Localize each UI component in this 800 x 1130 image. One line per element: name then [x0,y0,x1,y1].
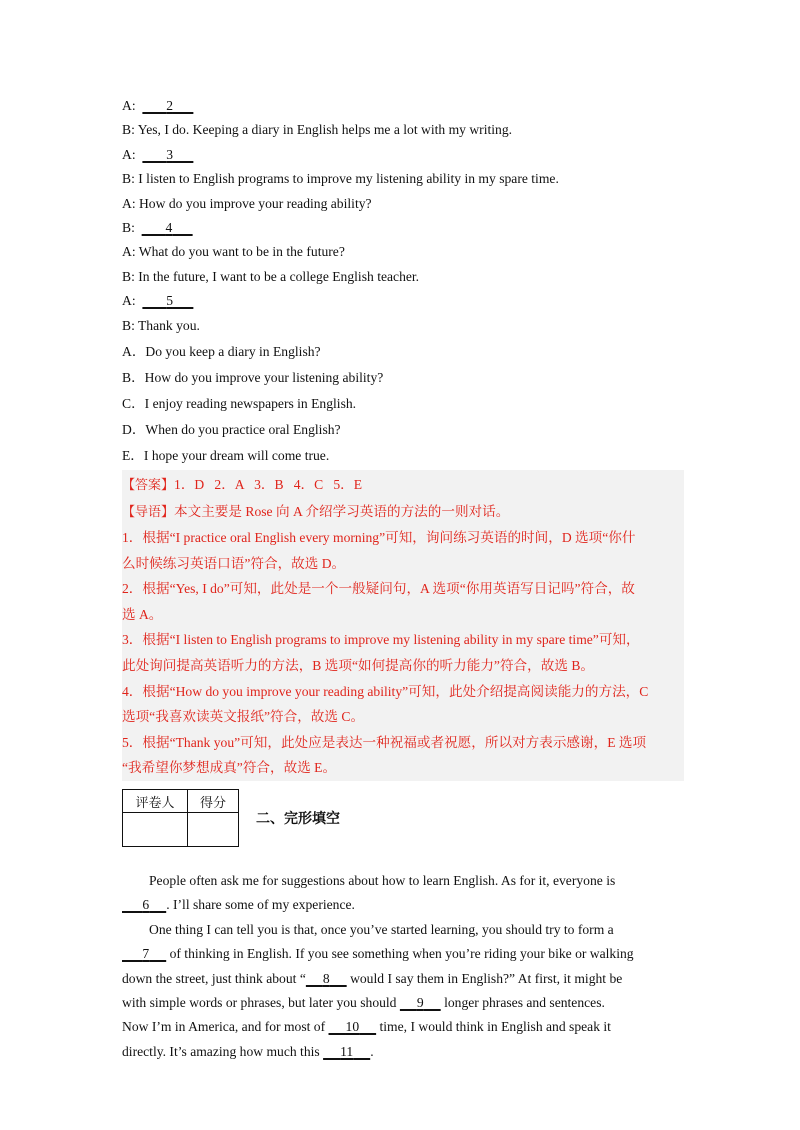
blank-11[interactable]: 11 [340,1043,354,1059]
passage-line: down the street, just think about “ 8 would I say them in English?” At first, it might be [122,967,682,991]
passage-line: People often ask me for suggestions about how to learn English. As for it, everyone is [149,873,616,889]
blank-10[interactable]: 10 [345,1019,360,1035]
explanation-4b: 选项“我喜欢读英文报纸”符合，故选 C。 [122,709,365,725]
blank-2[interactable]: 2 [166,98,173,113]
explanation-5a: 5．根据“Thank you”可知，此处应是表达一种祝福或者祝愿，所以对方表示感谢，E 选项 [122,734,647,750]
blank-7[interactable]: 7 [142,946,150,962]
dialogue-line: B: Yes, I do. Keeping a diary in English helps me a lot with my writing. [122,122,513,138]
document-page [122,94,682,1064]
option-item: D．When do you practice oral English? [122,421,341,437]
blank-8[interactable]: 8 [322,970,330,986]
explanation-4a: 4．根据“How do you improve your reading ability”可知，此处介绍提高阅读能力的方法，C [122,683,649,699]
cloze-passage [122,869,682,1064]
options-list [122,339,682,469]
explanation-3b: 此处询问提高英语听力的方法，B 选项“如何提高你的听力能力”符合，故选 B。 [122,658,594,674]
passage-line: 6 . I’ll share some of my experience. [122,893,682,917]
dialogue-line: A: What do you want to be in the future? [122,244,345,260]
dialogue-line: A: 3 [122,143,682,167]
score-table-grader-label: 评卷人 [123,790,188,813]
dialogue-line: B: Thank you. [122,317,200,333]
section-title: 二、完形填空 [256,811,340,828]
answer-line [122,472,680,499]
answer-explanation-box [122,470,684,781]
guide-tag: 【导语】 [122,504,175,520]
explanation-3a: 3．根据“I listen to English programs to improve my listening ability in my spare time”可知， [122,632,640,648]
explanation-5b: “我希望你梦想成真”符合，故选 E。 [122,760,337,776]
dialogue [122,94,682,338]
explanation-2b: 选 A。 [122,606,163,622]
dialogue-line: A: 2 [122,94,682,118]
option-item: B．How do you improve your listening ability? [122,369,384,385]
section-header [122,789,682,869]
explanation-2a: 2．根据“Yes, I do”可知，此处是一个一般疑问句，A 选项“你用英语写日记吗”符合，故 [122,581,635,597]
score-table-score-cell[interactable] [188,813,239,847]
dialogue-line: B: I listen to English programs to improve my listening ability in my spare time. [122,171,559,187]
answer-tag: 【答案】 [122,477,175,493]
blank-3[interactable]: 3 [166,146,173,162]
option-item: A．Do you keep a diary in English? [122,343,321,359]
blank-6[interactable]: 6 [142,897,150,913]
dialogue-line: B: 4 [122,216,682,240]
dialogue-line: A: 5 [122,289,682,313]
blank-4[interactable]: 4 [165,219,173,235]
option-item: E．I hope your dream will come true. [122,447,330,463]
explanation-1a: 1．根据“I practice oral English every morning”可知，询问练习英语的时间，D 选项“你什 [122,530,636,546]
score-table-score-label: 得分 [188,790,239,813]
passage-line: with simple words or phrases, but later you should 9 longer phrases and sentences. [122,991,682,1015]
guide-text: 本文主要是 Rose 向 A 介绍学习英语的方法的一则对话。 [174,503,510,519]
dialogue-line: B: In the future, I want to be a college English teacher. [122,268,420,284]
guide-line [122,499,680,526]
blank-5[interactable]: 5 [166,293,173,309]
dialogue-line: A: How do you improve your reading ability? [122,195,372,211]
blank-9[interactable]: 9 [416,995,424,1011]
score-table [122,789,239,847]
passage-line: directly. It’s amazing how much this 11 . [122,1040,682,1064]
explanation-1b: 么时候练习英语口语”符合，故选 D。 [122,555,346,571]
score-table-grader-cell[interactable] [123,813,188,847]
option-item: C．I enjoy reading newspapers in English. [122,395,357,411]
passage-line: 7 of thinking in English. If you see something when you’re riding your bike or walking [122,942,682,966]
passage-line: One thing I can tell you is that, once you’ve started learning, you should try to form a [149,921,614,937]
answer-text: 1．D 2．A 3．B 4．C 5．E [174,476,363,492]
passage-line: Now I’m in America, and for most of 10 time, I would think in English and speak it [122,1015,682,1039]
